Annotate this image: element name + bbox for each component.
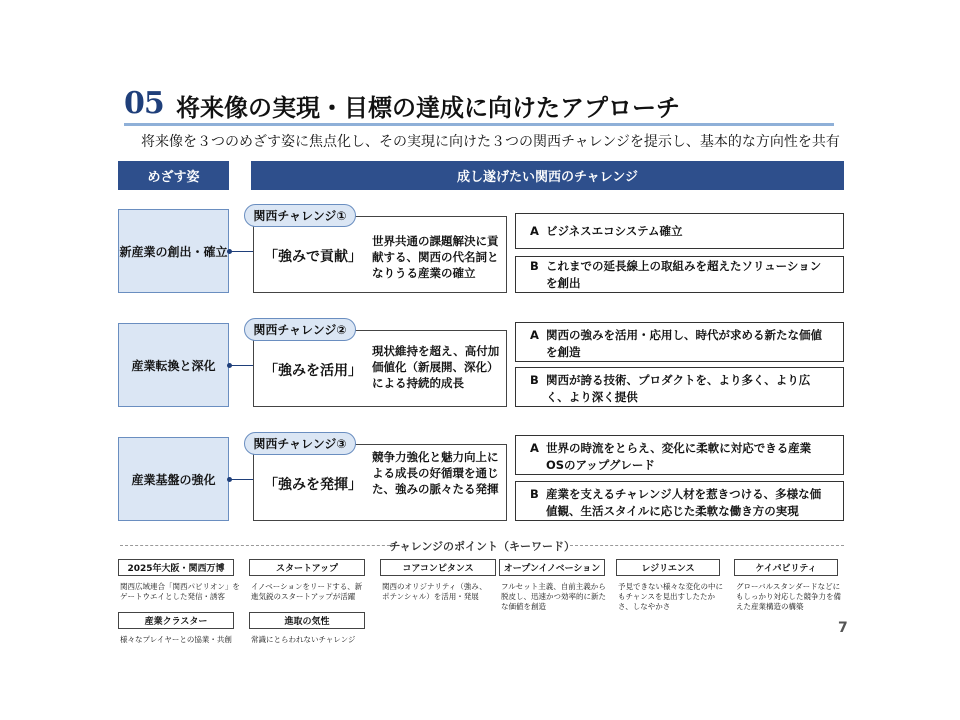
challenge-keyword-2: 「強みを活用」 [264,363,362,379]
item-text: 関西の強みを活用・応用し、時代が求める新たな価値を創造 [546,328,822,359]
item-letter: B [530,373,539,387]
challenge-description-3: 競争力強化と魅力向上による成長の好循環を通じた、強みの脈々たる発揮 [372,450,499,496]
keypoint-tag: レジリエンス [616,559,720,576]
connector-dot-1 [227,249,232,254]
challenge-description-2: 現状維持を超え、高付加価値化（新展開、深化）による持続的成長 [372,344,500,390]
item-letter: A [530,223,539,238]
keypoint-description: フルセット主義、自前主義から脱皮し、迅速かつ効率的に新たな価値を創造 [501,582,606,611]
challenge-item-2b [515,367,844,407]
keypoint-description: イノベーションをリードする、新進気鋭のスタートアップが活躍 [251,582,363,601]
keypoint-description: 予見できない様々な変化の中にもチャンスを見出すしたたかさ、しなやかさ [618,582,723,611]
challenge-item-2a [515,322,844,362]
aspiration-box-3: 産業基盤の強化 [118,437,229,521]
challenge-item-1b [515,256,844,293]
item-text: 関西が誇る技術、プロダクトを、より多く、より広く、より深く提供 [546,373,811,404]
row-connector-3 [229,479,253,480]
item-text: これまでの延長線上の取組みを超えたソリューションを創出 [546,258,822,290]
keypoint-description: 関西広域連合「関西パビリオン」をゲートウエイとした発信・誘客 [120,582,240,601]
item-text: 産業を支えるチャレンジ人材を惹きつける、多様な価値観、生活スタイルに応じた柔軟な働き方の実現 [546,487,822,518]
challenge-tag-2: 関西チャレンジ② [244,318,356,341]
page-subtitle: 将来像を３つのめざす姿に焦点化し、その実現に向けた３つの関西チャレンジを提示し、基本的な方向性を共有 [141,134,840,150]
connector-dot-2 [227,363,232,368]
challenge-keyword-3: 「強みを発揮」 [264,477,362,493]
page-title: 将来像の実現・目標の達成に向けたアプローチ [176,94,680,122]
item-letter: B [530,487,539,501]
row-connector-2 [229,365,253,366]
challenge-item-3a [515,435,844,475]
keypoint-description: 様々なプレイヤーとの協業・共創 [120,635,232,644]
keypoint-tag: 2025年大阪・関西万博 [118,559,234,576]
aspiration-box-2: 産業転換と深化 [118,323,229,407]
challenge-tag-1: 関西チャレンジ① [244,204,356,227]
keypoints-title: チャレンジのポイント（キーワード） [388,540,576,553]
item-letter: B [530,258,539,273]
keypoint-tag: ケイパビリティ [734,559,838,576]
keypoint-description: 関西のオリジナリティ（強み、ポテンシャル）を活用・発展 [382,582,487,601]
header-challenges: 成し遂げたい関西のチャレンジ [251,161,844,190]
challenge-keyword-1: 「強みで貢献」 [264,249,362,265]
challenge-item-3b [515,481,844,521]
aspiration-box-1: 新産業の創出・確立 [118,209,229,293]
keypoint-tag: コアコンピタンス [380,559,496,576]
challenge-item-1a [515,213,844,249]
item-text: 世界の時流をとらえ、変化に柔軟に対応できる産業OSのアップグレード [546,441,812,472]
header-aspiration: めざす姿 [118,161,229,190]
challenge-tag-3: 関西チャレンジ③ [244,432,356,455]
connector-dot-3 [227,477,232,482]
keypoint-tag: 産業クラスター [118,612,234,629]
page-number: 7 [838,620,848,636]
keypoint-tag: オープンイノベーション [499,559,605,576]
title-underline [124,123,834,126]
item-letter: A [530,441,539,455]
section-number: 05 [124,86,164,121]
item-text: ビジネスエコシステム確立 [546,223,683,238]
keypoint-tag: 進取の気性 [249,612,365,629]
keypoint-tag: スタートアップ [249,559,365,576]
keypoint-description: 常識にとらわれないチャレンジ [251,635,356,644]
item-letter: A [530,328,539,342]
row-connector-1 [229,251,253,252]
challenge-description-1: 世界共通の課題解決に貢献する、関西の代名詞となりうる産業の確立 [372,234,499,280]
keypoint-description: グローバルスタンダードなどにもしっかり対応した競争力を備えた産業構造の構築 [736,582,841,611]
